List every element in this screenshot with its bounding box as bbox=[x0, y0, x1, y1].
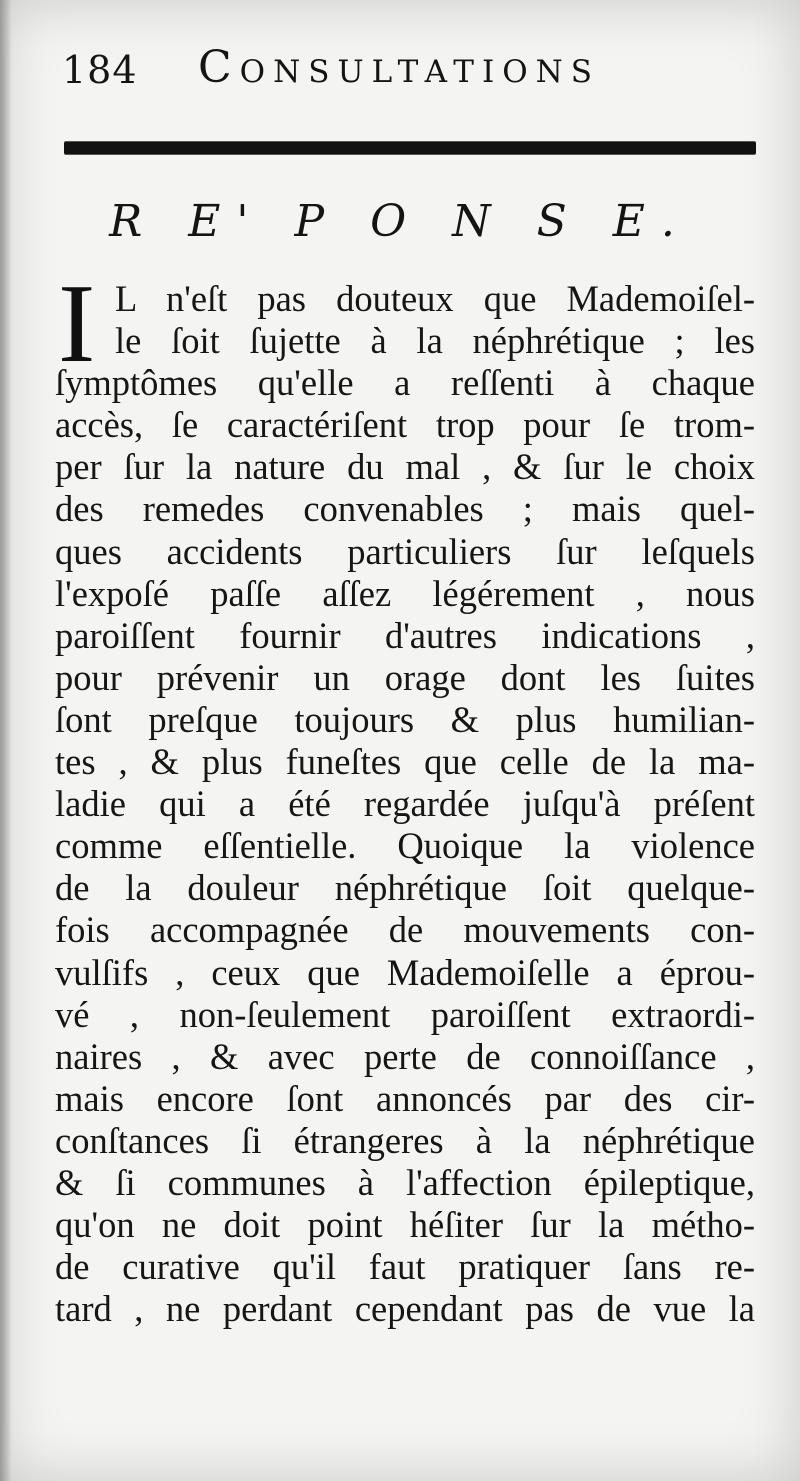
header-rule bbox=[64, 142, 756, 154]
text-line: L n'eſt pas douteux que Mademoiſel- bbox=[115, 278, 755, 319]
text-line: ſymptômes qu'elle a reſſenti à chaque bbox=[55, 362, 755, 404]
text-line: le ſoit ſujette à la néphrétique ; les bbox=[115, 320, 755, 362]
text-line: ladie qui a été regardée juſqu'à préſent bbox=[55, 783, 755, 825]
text-line: tard , ne perdant cependant pas de vue la bbox=[55, 1288, 755, 1330]
text-line: comme eſſentielle. Quoique la violence bbox=[55, 825, 755, 867]
text-line: l'expoſé paſſe aſſez légérement , nous bbox=[55, 572, 755, 614]
page-number: 184 bbox=[62, 48, 138, 92]
text-line: conſtances ſi étrangeres à la néphrétique bbox=[55, 1119, 755, 1161]
text-line: ſont preſque toujours & plus humilian- bbox=[55, 698, 755, 740]
text-line: des remedes convenables ; mais quel- bbox=[55, 488, 755, 530]
text-line: fois accompagnée de mouvements con- bbox=[55, 909, 755, 951]
running-title: Consultations bbox=[198, 42, 600, 93]
running-header bbox=[62, 38, 752, 98]
text-line: accès, ſe caractériſent trop pour ſe trom- bbox=[55, 404, 755, 446]
text-line: paroiſſent fournir d'autres indications , bbox=[55, 614, 755, 656]
body-paragraph bbox=[55, 262, 755, 1330]
text-line: vulſifs , ceux que Mademoiſelle a éprou- bbox=[55, 951, 755, 993]
text-line: tes , & plus funeſtes que celle de la ma- bbox=[55, 741, 755, 783]
text-line: de curative qu'il faut pratiquer ſans re- bbox=[55, 1246, 755, 1288]
drop-cap-initial: I bbox=[58, 262, 96, 386]
text-line: qu'on ne doit point héſiter ſur la métho- bbox=[55, 1204, 755, 1246]
text-line: vé , non-ſeulement paroiſſent extraordi- bbox=[55, 993, 755, 1035]
text-line: pour prévenir un orage dont les ſuites bbox=[55, 656, 755, 698]
text-line: naires , & avec perte de connoiſſance , bbox=[55, 1035, 755, 1077]
text-line: mais encore ſont annoncés par des cir- bbox=[55, 1077, 755, 1119]
text-line: & ſi communes à l'affection épileptique, bbox=[55, 1161, 755, 1203]
text-line: ques accidents particuliers ſur leſquels bbox=[55, 530, 755, 572]
text-line: per ſur la nature du mal , & ſur le choix bbox=[55, 446, 755, 488]
section-heading: R E' P O N S E. bbox=[109, 196, 691, 247]
text-line: de la douleur néphrétique ſoit quelque- bbox=[55, 867, 755, 909]
